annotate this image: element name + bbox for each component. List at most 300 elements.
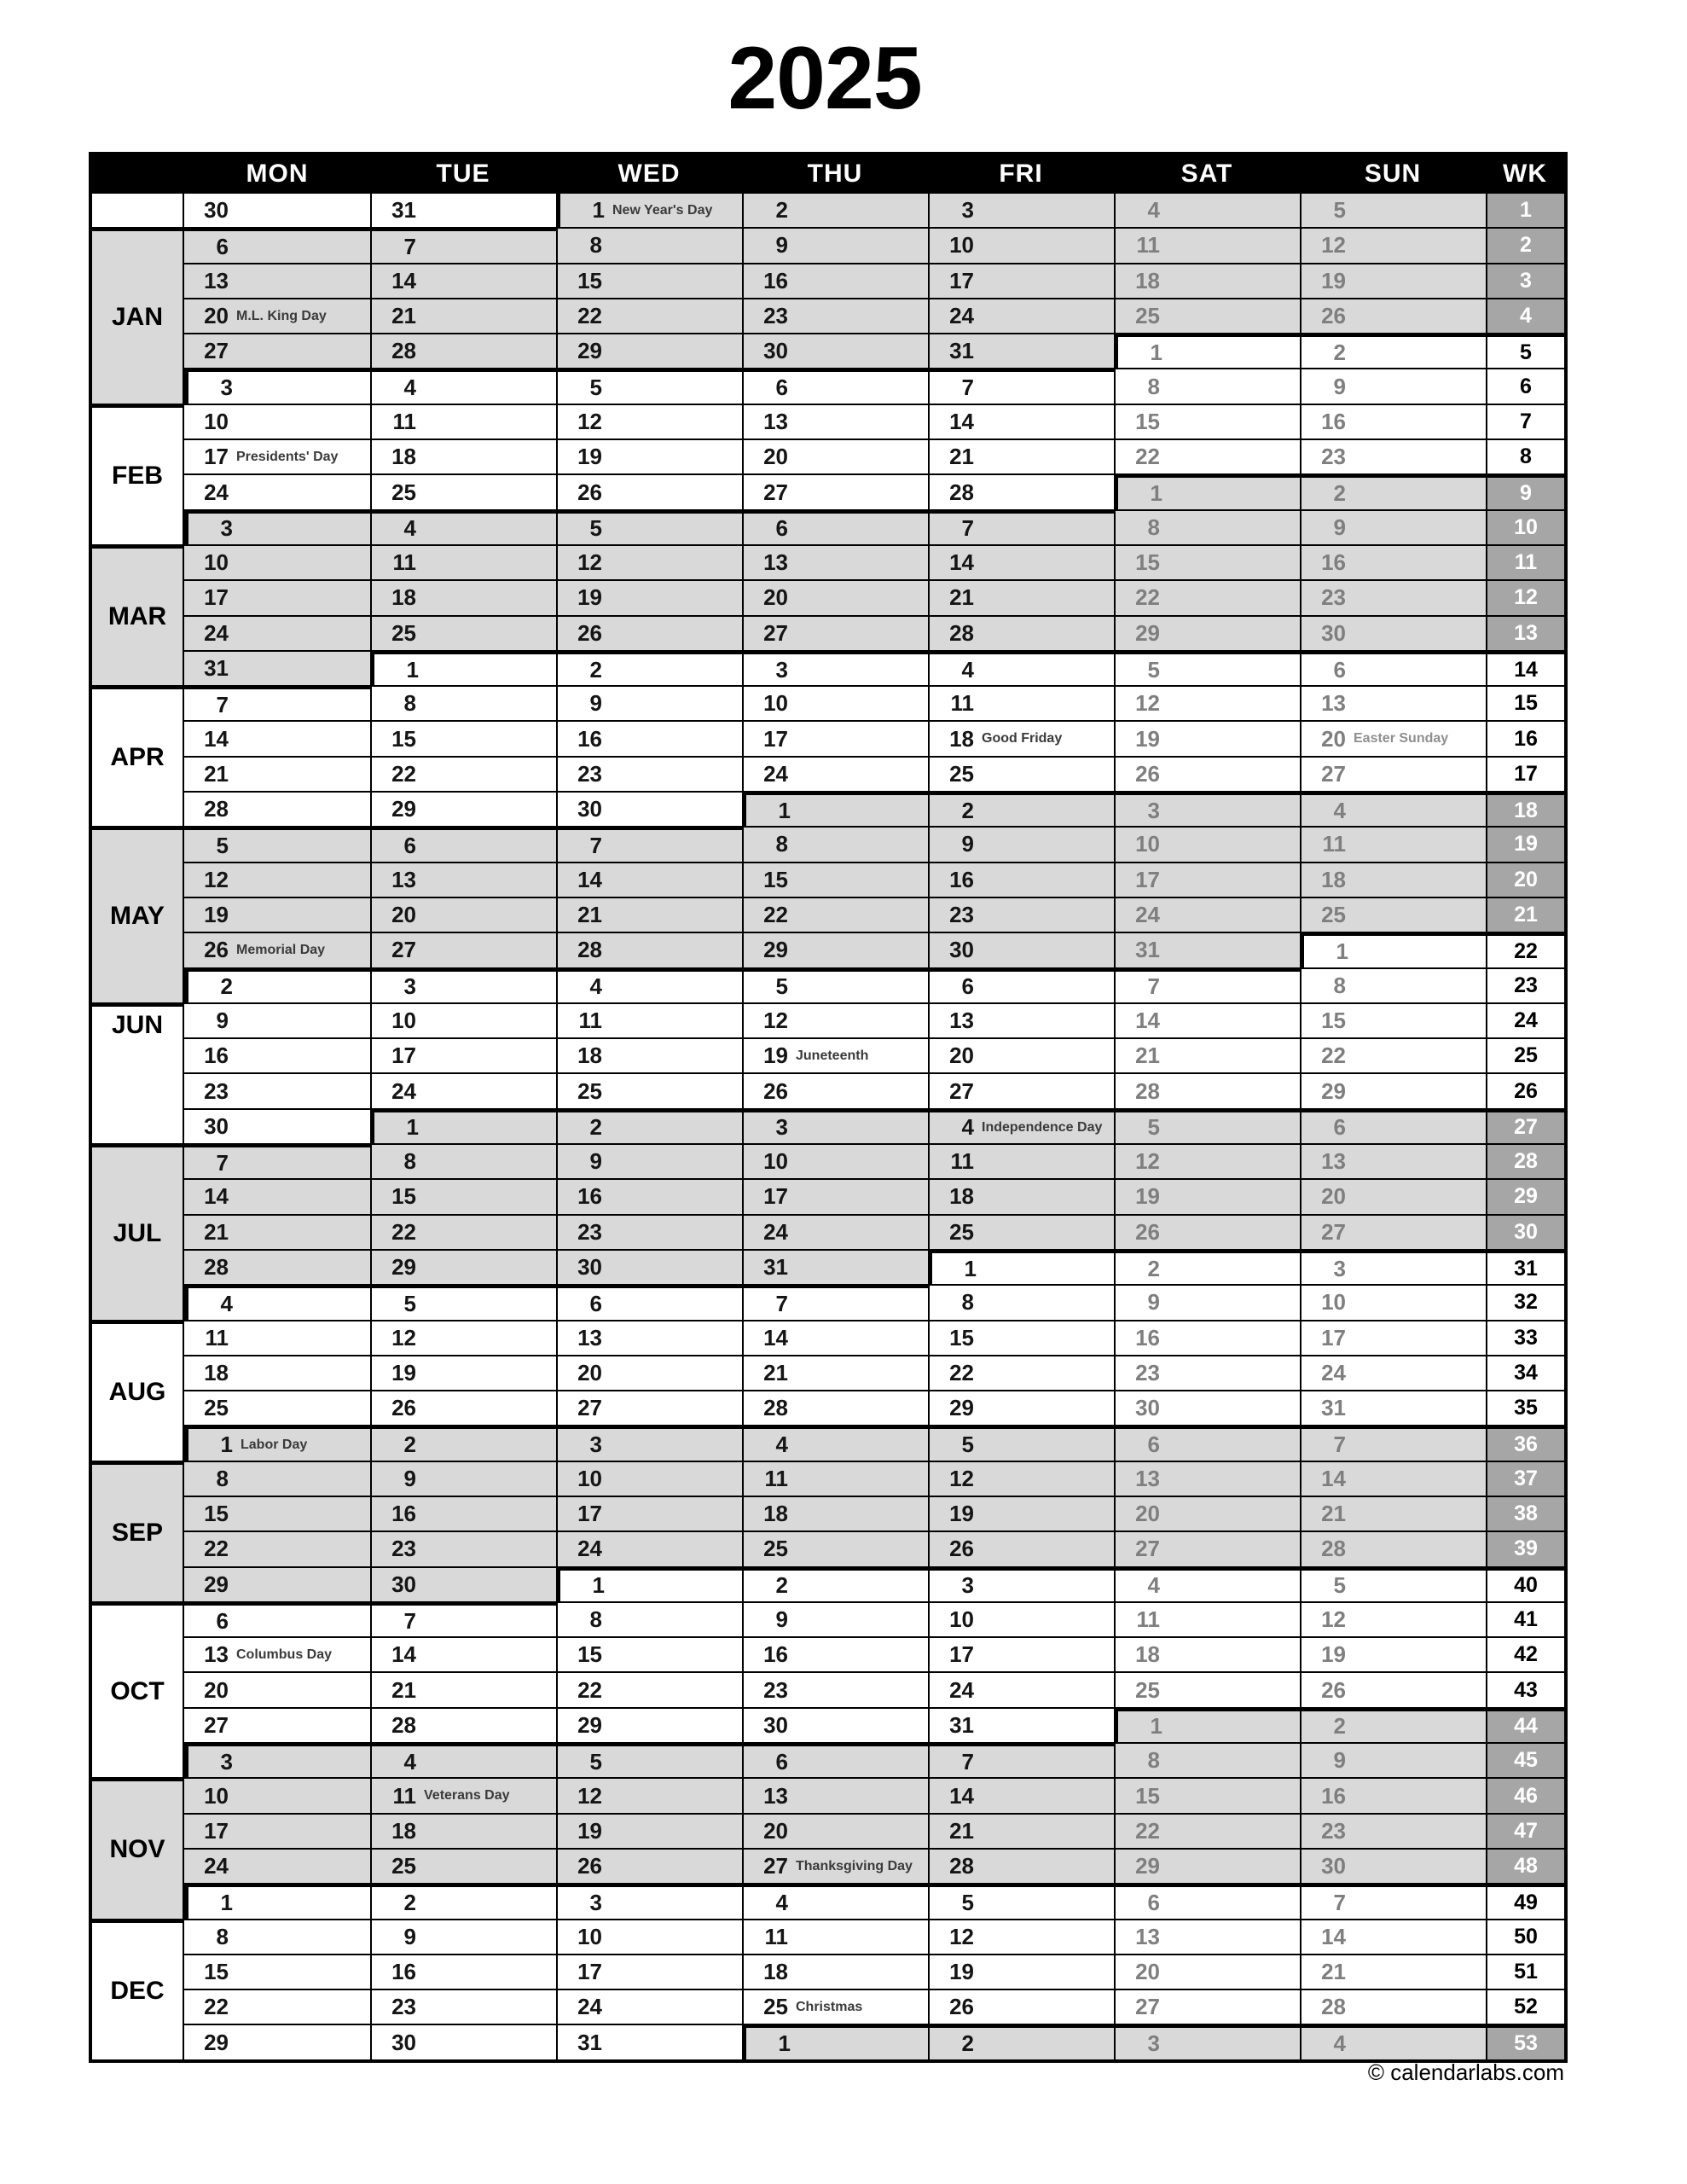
- day-cell: [184, 967, 370, 1002]
- day-cell: [742, 1355, 928, 1390]
- day-cell: [556, 404, 742, 439]
- day-cell: [928, 1707, 1114, 1742]
- day-cell: [184, 1178, 370, 1213]
- day-number: 4: [775, 1889, 788, 1915]
- day-cell: [742, 897, 928, 932]
- day-cell: [370, 1284, 556, 1319]
- day-number: 23: [1321, 444, 1346, 470]
- day-number: 10: [763, 1148, 788, 1175]
- week-number-cell: [1486, 1143, 1564, 1178]
- day-number: 13: [1135, 1923, 1160, 1949]
- day-cell: [556, 1531, 742, 1565]
- day-number: 13: [577, 1324, 602, 1350]
- day-number: 10: [1321, 1289, 1346, 1316]
- week-number-cell: [1486, 544, 1564, 579]
- day-cell: [742, 1320, 928, 1355]
- day-number: 14: [391, 1641, 416, 1668]
- day-number: 31: [204, 655, 229, 681]
- day-cell: [1114, 1883, 1300, 1918]
- day-number: 27: [763, 479, 788, 505]
- day-number: 3: [961, 1572, 974, 1599]
- day-number: 14: [1321, 1465, 1346, 1491]
- week-number-cell: [1486, 897, 1564, 932]
- day-number: 6: [1147, 1432, 1160, 1458]
- day-number: 12: [1135, 1148, 1160, 1175]
- day-cell: [1300, 298, 1486, 333]
- day-number: 26: [577, 619, 602, 646]
- day-number: 27: [949, 1077, 974, 1104]
- day-number: 29: [577, 1711, 602, 1738]
- day-number: 23: [577, 1218, 602, 1245]
- day-cell: [370, 1037, 556, 1072]
- header-day-cell: THU: [742, 155, 928, 192]
- day-cell: [556, 1496, 742, 1531]
- week-number: 53: [1514, 2031, 1538, 2056]
- day-number: 9: [589, 1148, 602, 1175]
- day-number: 27: [1135, 1994, 1160, 2020]
- day-number: 18: [763, 1501, 788, 1527]
- day-cell: [556, 2024, 742, 2059]
- month-label-box: [92, 544, 184, 685]
- day-number: 18: [577, 1043, 602, 1069]
- day-number: 19: [577, 1817, 602, 1844]
- day-cell: [928, 1214, 1114, 1249]
- day-cell: [928, 1671, 1114, 1706]
- day-number: 5: [216, 832, 229, 858]
- week-number: 32: [1514, 1290, 1538, 1315]
- day-cell: [1300, 473, 1486, 508]
- day-number: 4: [1147, 1572, 1160, 1599]
- day-number: 30: [1321, 619, 1346, 646]
- day-number: 23: [577, 760, 602, 787]
- week-number-cell: [1486, 1989, 1564, 2024]
- day-cell: [1300, 967, 1486, 1002]
- day-cell: [742, 1461, 928, 1496]
- day-cell: [1300, 1178, 1486, 1213]
- day-number: 20: [949, 1043, 974, 1069]
- day-cell: [742, 1390, 928, 1425]
- day-number: 27: [1321, 1218, 1346, 1245]
- day-number: 22: [1135, 1817, 1160, 1844]
- day-cell: [928, 1742, 1114, 1777]
- day-cell: [1300, 2024, 1486, 2059]
- day-number: 1: [406, 1114, 419, 1141]
- day-cell: [928, 439, 1114, 473]
- day-cell: [1114, 192, 1300, 227]
- day-number: 5: [1147, 656, 1160, 682]
- day-number: 11: [764, 1465, 788, 1491]
- day-cell: [370, 368, 556, 403]
- day-number: 31: [949, 1711, 974, 1738]
- day-cell: [370, 1320, 556, 1355]
- month-label: JUL: [113, 1218, 162, 1247]
- day-number: 3: [403, 973, 416, 1000]
- day-cell: [1300, 333, 1486, 368]
- week-number-cell: [1486, 1320, 1564, 1355]
- day-number: 27: [1135, 1536, 1160, 1562]
- header-day-cell: FRI: [928, 155, 1114, 192]
- day-number: 12: [391, 1324, 416, 1350]
- day-number: 20: [1321, 1183, 1346, 1210]
- day-cell: [370, 544, 556, 579]
- day-cell: [928, 1461, 1114, 1496]
- day-cell: [370, 1636, 556, 1671]
- day-number: 22: [1135, 584, 1160, 611]
- day-cell: [370, 1883, 556, 1918]
- day-cell: [1300, 1671, 1486, 1706]
- day-number: 22: [391, 760, 416, 787]
- day-number: 21: [1321, 1501, 1346, 1527]
- day-cell: [1114, 862, 1300, 897]
- day-number: 3: [220, 1748, 233, 1774]
- week-number-cell: [1486, 862, 1564, 897]
- week-number: 50: [1514, 1924, 1538, 1949]
- day-number: 23: [204, 1077, 229, 1104]
- day-cell: [1300, 720, 1486, 755]
- day-cell: [928, 1496, 1114, 1531]
- day-number: 10: [949, 1606, 974, 1633]
- day-number: 31: [1321, 1395, 1346, 1421]
- day-cell: [742, 756, 928, 791]
- day-cell: [556, 439, 742, 473]
- day-cell: [370, 1461, 556, 1496]
- month-label: DEC: [110, 1976, 165, 2005]
- day-cell: [1114, 333, 1300, 368]
- day-number: 10: [949, 232, 974, 258]
- day-number: 19: [204, 902, 229, 928]
- day-number: 14: [949, 549, 974, 576]
- day-number: 9: [1333, 514, 1346, 540]
- day-cell: [928, 1037, 1114, 1072]
- day-number: 2: [1333, 339, 1346, 365]
- week-number: 12: [1514, 585, 1538, 610]
- week-number: 13: [1514, 620, 1538, 645]
- day-cell: [556, 473, 742, 508]
- day-number: 15: [391, 1183, 416, 1210]
- day-cell: [556, 1143, 742, 1178]
- week-number: 6: [1520, 374, 1532, 398]
- day-number: 20: [204, 303, 229, 329]
- day-cell: [1114, 1531, 1300, 1565]
- day-number: 20: [577, 1359, 602, 1385]
- day-cell: [556, 615, 742, 650]
- day-cell: [370, 1178, 556, 1213]
- day-number: 19: [577, 584, 602, 611]
- day-cell: [184, 227, 370, 262]
- day-number: 23: [391, 1994, 416, 2020]
- day-cell: [370, 1954, 556, 1989]
- day-number: 2: [961, 2030, 974, 2057]
- day-number: 24: [949, 1676, 974, 1703]
- day-number: 3: [1333, 1255, 1346, 1281]
- week-number-cell: [1486, 404, 1564, 439]
- day-cell: [1114, 1108, 1300, 1143]
- week-number-cell: [1486, 967, 1564, 1002]
- page-title: 2025: [728, 29, 922, 128]
- day-number: 28: [949, 619, 974, 646]
- day-number: 20: [1321, 725, 1346, 752]
- day-number: 19: [391, 1359, 416, 1385]
- day-cell: [1300, 227, 1486, 262]
- day-number: 21: [763, 1359, 788, 1385]
- day-number: 30: [204, 1112, 229, 1139]
- day-number: 13: [763, 408, 788, 434]
- day-number: 26: [1135, 1218, 1160, 1245]
- day-number: 22: [204, 1994, 229, 2020]
- day-cell: [742, 1284, 928, 1319]
- day-cell: [1114, 756, 1300, 791]
- day-number: 22: [577, 1676, 602, 1703]
- day-number: 5: [1333, 197, 1346, 224]
- day-number: 5: [589, 1748, 602, 1774]
- day-cell: [928, 791, 1114, 826]
- week-number: 25: [1514, 1043, 1538, 1068]
- day-cell: [928, 579, 1114, 614]
- day-number: 12: [577, 408, 602, 434]
- day-number: 22: [391, 1218, 416, 1245]
- day-cell: [928, 1989, 1114, 2024]
- day-number: 12: [1321, 232, 1346, 258]
- day-number: 31: [391, 197, 416, 224]
- day-number: 23: [1321, 1817, 1346, 1844]
- day-number: 9: [961, 831, 974, 857]
- day-cell: [1300, 1919, 1486, 1954]
- day-number: 16: [763, 1641, 788, 1668]
- day-number: 30: [391, 1571, 416, 1597]
- day-cell: [1300, 1037, 1486, 1072]
- day-cell: [370, 720, 556, 755]
- day-number: 28: [1321, 1536, 1346, 1562]
- holiday-label: Columbus Day: [236, 1647, 333, 1662]
- day-number: 21: [1321, 1958, 1346, 1984]
- day-cell: [556, 1355, 742, 1390]
- day-cell: [184, 579, 370, 614]
- day-cell: [184, 1461, 370, 1496]
- week-number-cell: [1486, 615, 1564, 650]
- day-number: 11: [1136, 1606, 1160, 1633]
- day-number: 13: [1135, 1465, 1160, 1491]
- day-number: 7: [961, 375, 974, 401]
- week-number: 42: [1514, 1642, 1538, 1667]
- day-cell: [1114, 298, 1300, 333]
- day-number: 21: [949, 444, 974, 470]
- day-number: 9: [216, 1007, 229, 1033]
- day-cell: [184, 473, 370, 508]
- day-number: 28: [391, 1711, 416, 1738]
- day-number: 12: [1321, 1606, 1346, 1633]
- day-number: 15: [763, 866, 788, 892]
- day-cell: [184, 1742, 370, 1777]
- day-cell: [742, 227, 928, 262]
- day-number: 22: [763, 902, 788, 928]
- day-number: 24: [577, 1994, 602, 2020]
- day-number: 28: [1135, 1077, 1160, 1104]
- day-cell: [742, 1636, 928, 1671]
- day-cell: [1114, 473, 1300, 508]
- week-number: 37: [1514, 1466, 1538, 1490]
- holiday-label: Easter Sunday: [1354, 731, 1449, 746]
- day-cell: [928, 685, 1114, 720]
- week-number-cell: [1486, 1742, 1564, 1777]
- day-number: 5: [1147, 1114, 1160, 1141]
- week-number: 45: [1514, 1748, 1538, 1773]
- day-cell: [1114, 368, 1300, 403]
- day-cell: [742, 1249, 928, 1284]
- day-cell: [370, 1355, 556, 1390]
- day-cell: [928, 473, 1114, 508]
- day-number: 4: [220, 1290, 233, 1316]
- day-cell: [184, 1636, 370, 1671]
- day-cell: [184, 1777, 370, 1812]
- day-number: 26: [763, 1077, 788, 1104]
- copyright-text: © calendarlabs.com: [1367, 2059, 1564, 2085]
- week-number: 49: [1514, 1890, 1538, 1914]
- day-cell: [1300, 1249, 1486, 1284]
- day-cell: [742, 1989, 928, 2024]
- day-cell: [370, 756, 556, 791]
- day-cell: [556, 650, 742, 685]
- day-number: 4: [775, 1432, 788, 1458]
- day-number: 23: [763, 1676, 788, 1703]
- week-number-cell: [1486, 650, 1564, 685]
- week-number: 19: [1514, 832, 1538, 857]
- day-cell: [1114, 1461, 1300, 1496]
- day-cell: [742, 1919, 928, 1954]
- day-number: 12: [1135, 690, 1160, 717]
- day-cell: [184, 1425, 370, 1460]
- day-cell: [928, 1390, 1114, 1425]
- holiday-label: Juneteenth: [796, 1048, 869, 1063]
- day-number: 9: [775, 232, 788, 258]
- day-cell: [184, 1390, 370, 1425]
- day-cell: [742, 473, 928, 508]
- day-cell: [928, 1636, 1114, 1671]
- day-cell: [370, 298, 556, 333]
- header-day-cell: TUE: [370, 155, 556, 192]
- day-number: 3: [1147, 797, 1160, 823]
- day-number: 3: [589, 1889, 602, 1915]
- day-cell: [184, 1249, 370, 1284]
- day-cell: [928, 1566, 1114, 1601]
- day-cell: [556, 826, 742, 861]
- day-number: 9: [403, 1465, 416, 1491]
- day-number: 24: [204, 1853, 229, 1879]
- day-cell: [1114, 1742, 1300, 1777]
- day-number: 7: [1147, 973, 1160, 1000]
- day-number: 24: [204, 619, 229, 646]
- day-number: 5: [961, 1889, 974, 1915]
- day-number: 30: [763, 338, 788, 364]
- day-cell: [742, 1954, 928, 1989]
- day-cell: [556, 263, 742, 298]
- day-number: 4: [589, 973, 602, 1000]
- day-number: 10: [763, 690, 788, 717]
- day-number: 1: [592, 197, 605, 224]
- day-cell: [370, 404, 556, 439]
- day-number: 17: [204, 444, 229, 470]
- day-number: 2: [220, 973, 233, 1000]
- day-cell: [370, 967, 556, 1002]
- day-number: 29: [204, 2029, 229, 2055]
- day-number: 13: [391, 866, 416, 892]
- day-cell: [370, 227, 556, 262]
- day-number: 4: [403, 1748, 416, 1774]
- day-number: 27: [763, 619, 788, 646]
- day-cell: [1300, 1072, 1486, 1107]
- week-number: 33: [1514, 1325, 1538, 1350]
- day-number: 13: [763, 549, 788, 576]
- day-cell: [928, 1777, 1114, 1812]
- day-number: 8: [403, 1148, 416, 1175]
- week-number: 1: [1520, 198, 1532, 223]
- week-number-cell: [1486, 227, 1564, 262]
- holiday-label: New Year's Day: [612, 202, 713, 218]
- day-number: 28: [391, 338, 416, 364]
- day-number: 20: [1135, 1958, 1160, 1984]
- day-cell: [184, 685, 370, 720]
- day-cell: [1300, 1355, 1486, 1390]
- day-number: 30: [577, 796, 602, 822]
- day-number: 21: [949, 584, 974, 611]
- day-number: 28: [1321, 1994, 1346, 2020]
- day-number: 18: [391, 1817, 416, 1844]
- header-day-cell: WED: [556, 155, 742, 192]
- day-number: 9: [1333, 1747, 1346, 1774]
- day-cell: [928, 615, 1114, 650]
- week-number-cell: [1486, 1777, 1564, 1812]
- day-cell: [742, 404, 928, 439]
- day-cell: [184, 1320, 370, 1355]
- week-number: 7: [1520, 409, 1532, 433]
- day-number: 15: [1321, 1007, 1346, 1033]
- day-cell: [184, 897, 370, 932]
- month-label-box: [92, 1002, 184, 1143]
- day-cell: [556, 1813, 742, 1848]
- day-number: 2: [1333, 480, 1346, 507]
- day-number: 22: [949, 1359, 974, 1385]
- day-number: 1: [220, 1889, 233, 1915]
- day-cell: [370, 1249, 556, 1284]
- day-number: 24: [204, 479, 229, 505]
- day-cell: [556, 756, 742, 791]
- day-number: 2: [589, 656, 602, 682]
- holiday-label: Presidents' Day: [236, 449, 339, 464]
- day-number: 30: [1135, 1395, 1160, 1421]
- day-number: 8: [1147, 514, 1160, 540]
- day-cell: [928, 1848, 1114, 1883]
- day-number: 23: [1135, 1359, 1160, 1385]
- day-cell: [370, 1002, 556, 1037]
- day-cell: [370, 509, 556, 544]
- day-number: 2: [775, 1572, 788, 1599]
- day-number: 20: [1135, 1501, 1160, 1527]
- day-cell: [370, 1390, 556, 1425]
- day-number: 10: [577, 1465, 602, 1491]
- day-number: 20: [763, 584, 788, 611]
- day-cell: [184, 1601, 370, 1636]
- day-number: 29: [577, 338, 602, 364]
- day-cell: [1300, 650, 1486, 685]
- day-number: 21: [204, 760, 229, 787]
- day-cell: [184, 1954, 370, 1989]
- day-number: 29: [1135, 619, 1160, 646]
- day-cell: [370, 862, 556, 897]
- day-number: 29: [949, 1395, 974, 1421]
- day-number: 14: [577, 866, 602, 892]
- day-number: 20: [391, 902, 416, 928]
- day-cell: [556, 579, 742, 614]
- day-number: 7: [216, 1149, 229, 1176]
